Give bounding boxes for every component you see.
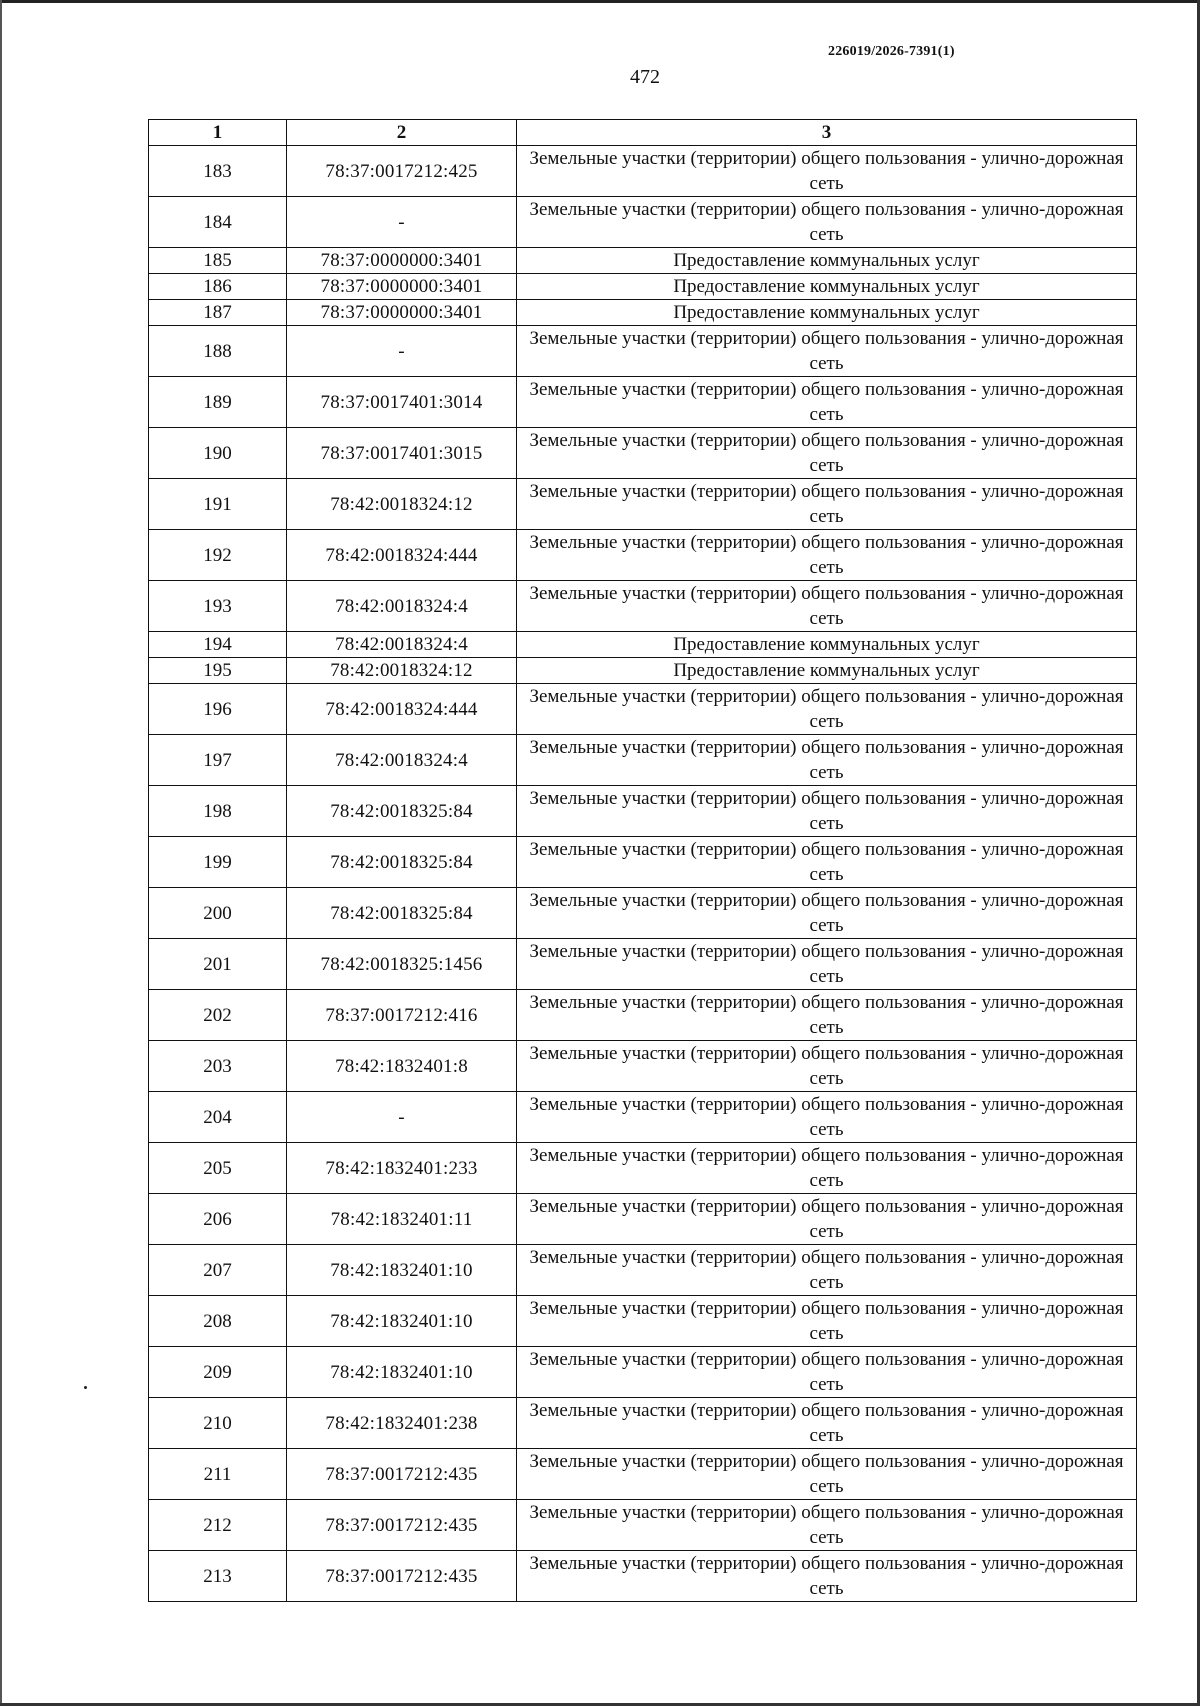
table-row [149, 1194, 1137, 1245]
usage-description: Земельные участки (территории) общего пользования - улично-дорожная сеть [517, 837, 1137, 888]
cadastral-number: 78:42:0018325:84 [287, 837, 517, 888]
row-number: 207 [149, 1245, 287, 1296]
usage-description: Земельные участки (территории) общего пользования - улично-дорожная сеть [517, 1092, 1137, 1143]
table-row [149, 197, 1137, 248]
header-col-2: 2 [287, 120, 517, 146]
usage-description: Земельные участки (территории) общего пользования - улично-дорожная сеть [517, 939, 1137, 990]
usage-description: Земельные участки (территории) общего пользования - улично-дорожная сеть [517, 1143, 1137, 1194]
row-number: 212 [149, 1500, 287, 1551]
usage-description: Земельные участки (территории) общего пользования - улично-дорожная сеть [517, 786, 1137, 837]
cadastral-number: 78:37:0017212:425 [287, 146, 517, 197]
usage-description: Земельные участки (территории) общего пользования - улично-дорожная сеть [517, 530, 1137, 581]
row-number: 197 [149, 735, 287, 786]
table-row [149, 1092, 1137, 1143]
cadastral-number: 78:37:0017212:416 [287, 990, 517, 1041]
usage-description: Земельные участки (территории) общего пользования - улично-дорожная сеть [517, 990, 1137, 1041]
cadastral-number: 78:37:0017401:3014 [287, 377, 517, 428]
cadastral-number: 78:42:0018324:12 [287, 658, 517, 684]
table-row [149, 1245, 1137, 1296]
registry-table [148, 119, 1137, 1602]
usage-description: Земельные участки (территории) общего пользования - улично-дорожная сеть [517, 146, 1137, 197]
scan-edge-left [0, 0, 2, 1706]
cadastral-number: - [287, 326, 517, 377]
row-number: 184 [149, 197, 287, 248]
table-row [149, 735, 1137, 786]
usage-description: Земельные участки (территории) общего пользования - улично-дорожная сеть [517, 428, 1137, 479]
row-number: 198 [149, 786, 287, 837]
usage-description: Земельные участки (территории) общего пользования - улично-дорожная сеть [517, 479, 1137, 530]
usage-description: Земельные участки (территории) общего пользования - улично-дорожная сеть [517, 1245, 1137, 1296]
usage-description: Земельные участки (территории) общего пользования - улично-дорожная сеть [517, 1551, 1137, 1602]
cadastral-number: 78:42:0018325:84 [287, 786, 517, 837]
usage-description: Земельные участки (территории) общего пользования - улично-дорожная сеть [517, 1194, 1137, 1245]
row-number: 201 [149, 939, 287, 990]
table-row [149, 1143, 1137, 1194]
usage-description: Земельные участки (территории) общего пользования - улично-дорожная сеть [517, 1500, 1137, 1551]
row-number: 199 [149, 837, 287, 888]
usage-description: Земельные участки (территории) общего пользования - улично-дорожная сеть [517, 1041, 1137, 1092]
usage-description: Земельные участки (территории) общего пользования - улично-дорожная сеть [517, 581, 1137, 632]
table-row [149, 326, 1137, 377]
usage-description: Земельные участки (территории) общего пользования - улично-дорожная сеть [517, 1398, 1137, 1449]
usage-description: Земельные участки (территории) общего пользования - улично-дорожная сеть [517, 888, 1137, 939]
row-number: 196 [149, 684, 287, 735]
row-number: 193 [149, 581, 287, 632]
table-row [149, 1041, 1137, 1092]
cadastral-number: 78:42:1832401:233 [287, 1143, 517, 1194]
cadastral-number: 78:37:0000000:3401 [287, 300, 517, 326]
row-number: 205 [149, 1143, 287, 1194]
table-row [149, 1551, 1137, 1602]
table-header [149, 120, 1137, 146]
table-row [149, 990, 1137, 1041]
usage-description: Предоставление коммунальных услуг [517, 632, 1137, 658]
table-row [149, 939, 1137, 990]
row-number: 209 [149, 1347, 287, 1398]
usage-description: Земельные участки (территории) общего пользования - улично-дорожная сеть [517, 1296, 1137, 1347]
table-row [149, 479, 1137, 530]
page-number: 472 [630, 66, 660, 88]
row-number: 206 [149, 1194, 287, 1245]
table-row [149, 274, 1137, 300]
table-row [149, 377, 1137, 428]
cadastral-number: - [287, 197, 517, 248]
header-row [149, 120, 1137, 146]
cadastral-number: 78:42:0018324:4 [287, 581, 517, 632]
row-number: 210 [149, 1398, 287, 1449]
document-id: 226019/2026-7391(1) [828, 44, 955, 59]
table-row [149, 1500, 1137, 1551]
usage-description: Земельные участки (территории) общего пользования - улично-дорожная сеть [517, 684, 1137, 735]
row-number: 211 [149, 1449, 287, 1500]
row-number: 188 [149, 326, 287, 377]
table-row [149, 684, 1137, 735]
cadastral-number: 78:42:0018325:84 [287, 888, 517, 939]
cadastral-number: 78:37:0017212:435 [287, 1551, 517, 1602]
row-number: 208 [149, 1296, 287, 1347]
cadastral-number: 78:42:1832401:238 [287, 1398, 517, 1449]
cadastral-number: 78:42:0018324:444 [287, 530, 517, 581]
cadastral-number: 78:37:0000000:3401 [287, 274, 517, 300]
cadastral-number: - [287, 1092, 517, 1143]
cadastral-number: 78:37:0017401:3015 [287, 428, 517, 479]
row-number: 213 [149, 1551, 287, 1602]
usage-description: Предоставление коммунальных услуг [517, 274, 1137, 300]
scan-speck [84, 1386, 87, 1389]
usage-description: Земельные участки (территории) общего пользования - улично-дорожная сеть [517, 326, 1137, 377]
cadastral-number: 78:37:0017212:435 [287, 1500, 517, 1551]
row-number: 195 [149, 658, 287, 684]
cadastral-number: 78:42:0018324:12 [287, 479, 517, 530]
table-row [149, 146, 1137, 197]
table-row [149, 786, 1137, 837]
cadastral-number: 78:42:1832401:10 [287, 1245, 517, 1296]
table-row [149, 428, 1137, 479]
table-row [149, 300, 1137, 326]
row-number: 200 [149, 888, 287, 939]
row-number: 187 [149, 300, 287, 326]
table-row [149, 1398, 1137, 1449]
cadastral-number: 78:42:0018324:4 [287, 632, 517, 658]
row-number: 185 [149, 248, 287, 274]
usage-description: Земельные участки (территории) общего пользования - улично-дорожная сеть [517, 377, 1137, 428]
cadastral-number: 78:37:0017212:435 [287, 1449, 517, 1500]
cadastral-number: 78:42:0018325:1456 [287, 939, 517, 990]
row-number: 204 [149, 1092, 287, 1143]
header-col-1: 1 [149, 120, 287, 146]
row-number: 189 [149, 377, 287, 428]
table-row [149, 1449, 1137, 1500]
table-row [149, 1296, 1137, 1347]
table-row [149, 632, 1137, 658]
usage-description: Предоставление коммунальных услуг [517, 658, 1137, 684]
row-number: 191 [149, 479, 287, 530]
table-row [149, 837, 1137, 888]
table-row [149, 581, 1137, 632]
cadastral-number: 78:42:1832401:11 [287, 1194, 517, 1245]
table-row [149, 248, 1137, 274]
table-row [149, 658, 1137, 684]
cadastral-number: 78:42:0018324:4 [287, 735, 517, 786]
row-number: 203 [149, 1041, 287, 1092]
usage-description: Земельные участки (территории) общего пользования - улично-дорожная сеть [517, 735, 1137, 786]
usage-description: Предоставление коммунальных услуг [517, 300, 1137, 326]
table-body [149, 146, 1137, 1602]
usage-description: Земельные участки (территории) общего пользования - улично-дорожная сеть [517, 1347, 1137, 1398]
cadastral-number: 78:42:1832401:10 [287, 1347, 517, 1398]
row-number: 183 [149, 146, 287, 197]
row-number: 192 [149, 530, 287, 581]
cadastral-number: 78:42:1832401:10 [287, 1296, 517, 1347]
row-number: 202 [149, 990, 287, 1041]
cadastral-number: 78:42:0018324:444 [287, 684, 517, 735]
header-col-3: 3 [517, 120, 1137, 146]
cadastral-number: 78:37:0000000:3401 [287, 248, 517, 274]
scan-edge-top [0, 0, 1200, 3]
row-number: 186 [149, 274, 287, 300]
cadastral-number: 78:42:1832401:8 [287, 1041, 517, 1092]
table-row [149, 1347, 1137, 1398]
usage-description: Земельные участки (территории) общего пользования - улично-дорожная сеть [517, 197, 1137, 248]
table-row [149, 530, 1137, 581]
table-row [149, 888, 1137, 939]
usage-description: Земельные участки (территории) общего пользования - улично-дорожная сеть [517, 1449, 1137, 1500]
row-number: 194 [149, 632, 287, 658]
usage-description: Предоставление коммунальных услуг [517, 248, 1137, 274]
row-number: 190 [149, 428, 287, 479]
